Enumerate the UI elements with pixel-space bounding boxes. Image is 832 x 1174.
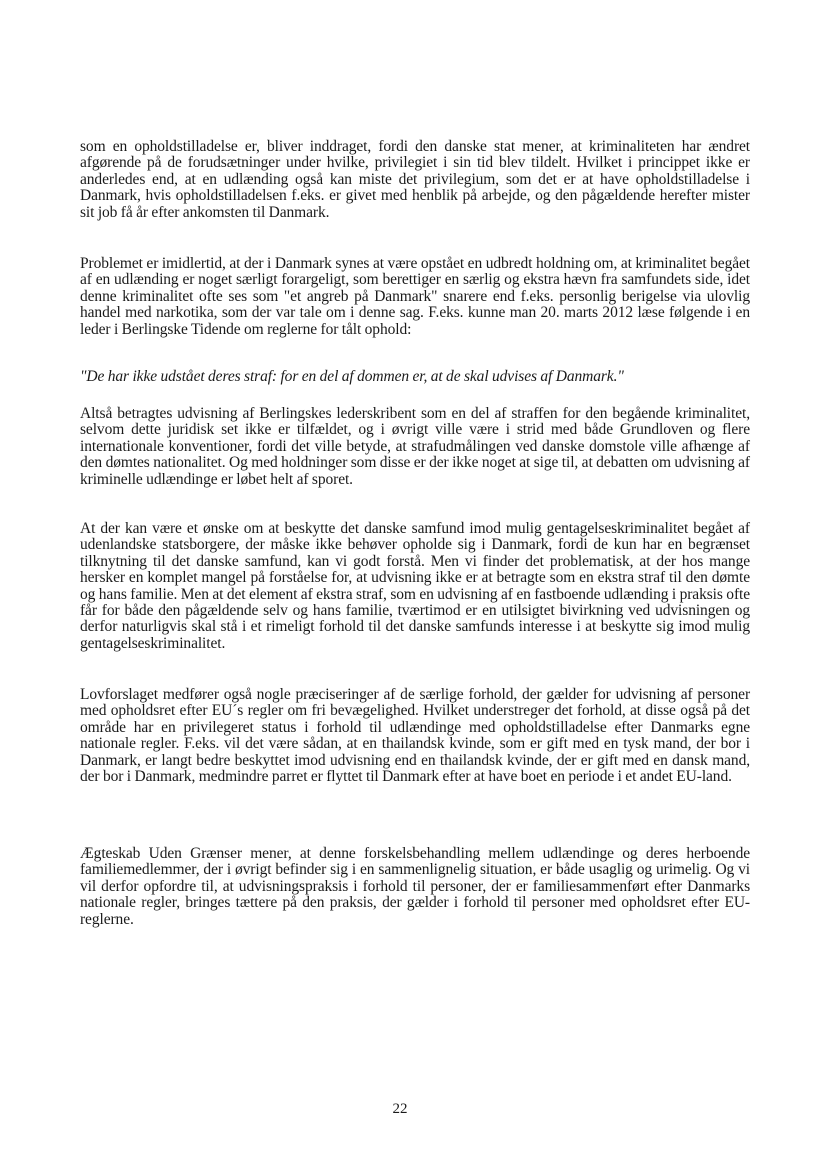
- paragraph-lovforslaget: Lovforslaget medfører også nogle præciseringer af de særlige forhold, der gælder for udvisning af personer med opholdsret efter EU´s regler om fri bevægelighed. Hvilket understreger det forhold, at disse også på det område har en privilegeret status i forhold til udlændinge med opholdstilladelse efter Danmarks egne nationale regler. F.eks. vil det være sådan, at en thailandsk kvinde, som er gift med en tysk mand, der bor i Danmark, er langt bedre beskyttet imod udvisning end en thailandsk kvinde, der er gift med en dansk mand, der bor i Danmark, medmindre parret er flyttet til Danmark efter at have boet en periode i et andet EU-land.: [80, 686, 750, 786]
- paragraph-altsaa: Altså betragtes udvisning af Berlingskes lederskribent som en del af straffen for den begående kriminalitet, selvom dette juridisk set ikke er tilfældet, og i øvrigt ville være i strid med både Grundloven og flere internationale konventioner, fordi det ville betyde, at strafudmålingen ved danske domstole ville afhænge af den dømtes nationalitet. Og med holdninger som disse er der ikke noget at sige til, at debatten om udvisning af kriminelle udlændinge er løbet helt af sporet.: [80, 405, 750, 488]
- paragraph-beskytte: At der kan være et ønske om at beskytte det danske samfund imod mulig gentagelseskriminalitet begået af udenlandske statsborgere, der måske ikke behøver opholde sig i Danmark, fordi de kun har en begrænset tilknytning til det danske samfund, kan vi godt forstå. Men vi finder det problematisk, at der hos mange hersker en komplet mangel på forståelse for, at udvisning ikke er at betragte som en ekstra straf til den dømte og hans familie. Men at det element af ekstra straf, som en udvisning af en fastboende udlænding i praksis ofte får for både den pågældende selv og hans familie, tværtimod er en utilsigtet bivirkning ved udvisningen og derfor naturligvis skal stå i et rimeligt forhold til det danske samfunds interesse i at beskytte sig imod mulig gentagelseskriminalitet.: [80, 520, 750, 652]
- quote-berlingske: "De har ikke udstået deres straf: for en del af dommen er, at de skal udvises af Danmark.": [80, 368, 624, 385]
- paragraph-problemet: Problemet er imidlertid, at der i Danmark synes at være opstået en udbredt holdning om, at kriminalitet begået af en udlænding er noget særligt forargeligt, som berettiger en særlig og ekstra hævn fra samfundets side, idet denne kriminalitet ofte ses som "et angreb på Danmark" snarere end f.eks. personlig berigelse via ulovlig handel med narkotika, som der var tale om i denne sag. F.eks. kunne man 20. marts 2012 læse følgende i en leder i Berlingske Tidende om reglerne for tålt ophold:: [80, 255, 750, 338]
- page-number: 22: [392, 1101, 408, 1117]
- paragraph-opholdstilladelse: som en opholdstilladelse er, bliver inddraget, fordi den danske stat mener, at kriminaliteten har ændret afgørende på de forudsætninger under hvilke, privilegiet i sin tid blev tildelt. Hvilket i princippet ikke er anderledes end, at en udlænding også kan miste det privilegium, som det er at have opholdstilladelse i Danmark, hvis opholdstilladelsen f.eks. er givet med henblik på arbejde, og den pågældende herefter mister sit job få år efter ankomsten til Danmark.: [80, 138, 750, 221]
- paragraph-aegteskab: Ægteskab Uden Grænser mener, at denne forskelsbehandling mellem udlændinge og deres herboende familiemedlemmer, der i øvrigt befinder sig i en sammenlignelig situation, er både usaglig og urimelig. Og vi vil derfor opfordre til, at udvisningspraksis i forhold til personer, der er familiesammenført efter Danmarks nationale regler, bringes tættere på den praksis, der gælder i forhold til personer med opholdsret efter EU-reglerne.: [80, 845, 750, 928]
